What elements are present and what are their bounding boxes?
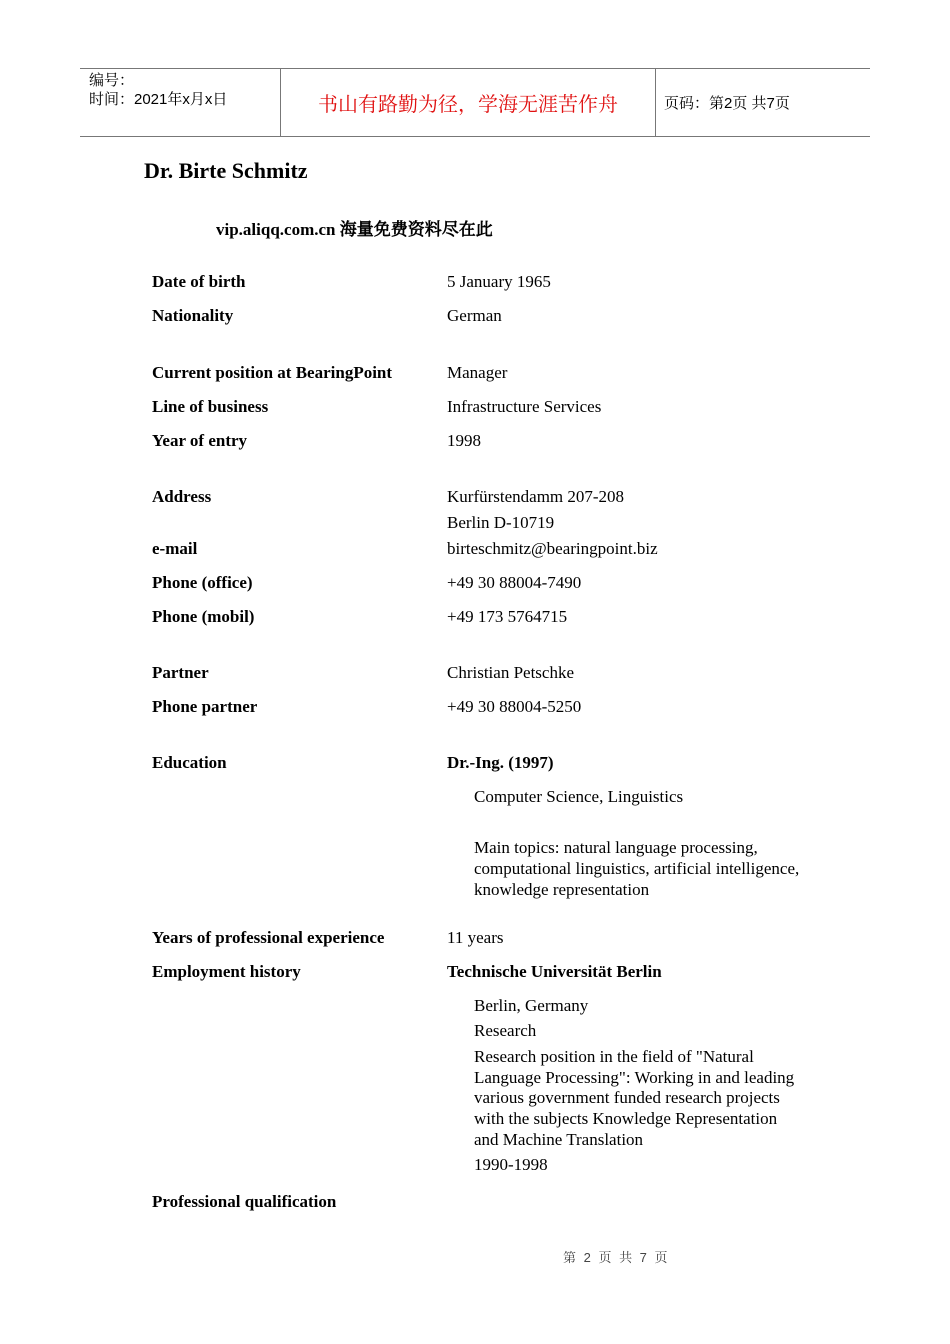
field-label: Current position at BearingPoint: [152, 363, 393, 382]
page-footer: 第 2 页 共 7 页: [563, 1250, 670, 1265]
time-label: 时间：2021年x月x日: [89, 91, 228, 108]
employment-area: Research: [474, 1021, 537, 1040]
page-header: [80, 68, 870, 137]
field-value: 1998: [447, 431, 481, 450]
employment-description: with the subjects Knowledge Representation: [474, 1109, 778, 1128]
field-label: Phone partner: [152, 697, 258, 716]
page-title: Dr. Birte Schmitz: [144, 158, 308, 183]
field-value: German: [447, 306, 502, 325]
field-label: Address: [152, 487, 212, 506]
field-label: Employment history: [152, 962, 301, 981]
field-value: Christian Petschke: [447, 663, 575, 682]
employment-description: Language Processing": Working in and leading: [474, 1068, 795, 1087]
employment-description: Research position in the field of "Natural: [474, 1047, 754, 1066]
field-value: +49 30 88004-5250: [447, 697, 582, 716]
header-info: [80, 69, 280, 136]
field-label: Phone (office): [152, 573, 253, 592]
motto: 书山有路勤为径，学海无涯苦作舟: [280, 69, 656, 136]
field-label: Phone (mobil): [152, 607, 255, 626]
field-label: Partner: [152, 663, 209, 682]
email-link[interactable]: birteschmitz@bearingpoint.biz: [447, 539, 658, 558]
number-label: 编号：: [89, 72, 135, 89]
field-label: Years of professional experience: [152, 928, 385, 947]
education-subject: Computer Science, Linguistics: [474, 787, 684, 806]
employment-period: 1990-1998: [474, 1155, 548, 1174]
promo-text: vip.aliqq.com.cn 海量免费资料尽在此: [216, 220, 493, 239]
field-value: Kurfürstendamm 207-208: [447, 487, 625, 506]
field-label: Education: [152, 753, 227, 772]
field-value: 5 January 1965: [447, 272, 551, 291]
field-label: Year of entry: [152, 431, 248, 450]
field-value: Infrastructure Services: [447, 397, 602, 416]
employment-location: Berlin, Germany: [474, 996, 589, 1015]
field-value: Dr.-Ing. (1997): [447, 753, 554, 772]
field-label: Date of birth: [152, 272, 246, 291]
field-value: +49 30 88004-7490: [447, 573, 582, 592]
education-topics: knowledge representation: [474, 880, 650, 899]
field-value: +49 173 5764715: [447, 607, 568, 626]
field-value: Berlin D-10719: [447, 513, 555, 532]
field-label: e-mail: [152, 539, 198, 558]
field-label: Professional qualification: [152, 1192, 337, 1211]
education-topics: Main topics: natural language processing,: [474, 838, 758, 857]
employment-description: various government funded research projects: [474, 1088, 780, 1107]
education-topics: computational linguistics, artificial intelligence,: [474, 859, 800, 878]
field-label: Line of business: [152, 397, 269, 416]
page-label: 页码：第2页 共7页: [664, 95, 790, 112]
field-value: Technische Universität Berlin: [447, 962, 662, 981]
field-label: Nationality: [152, 306, 234, 325]
employment-description: and Machine Translation: [474, 1130, 644, 1149]
field-value: 11 years: [447, 928, 504, 947]
field-value: Manager: [447, 363, 508, 382]
